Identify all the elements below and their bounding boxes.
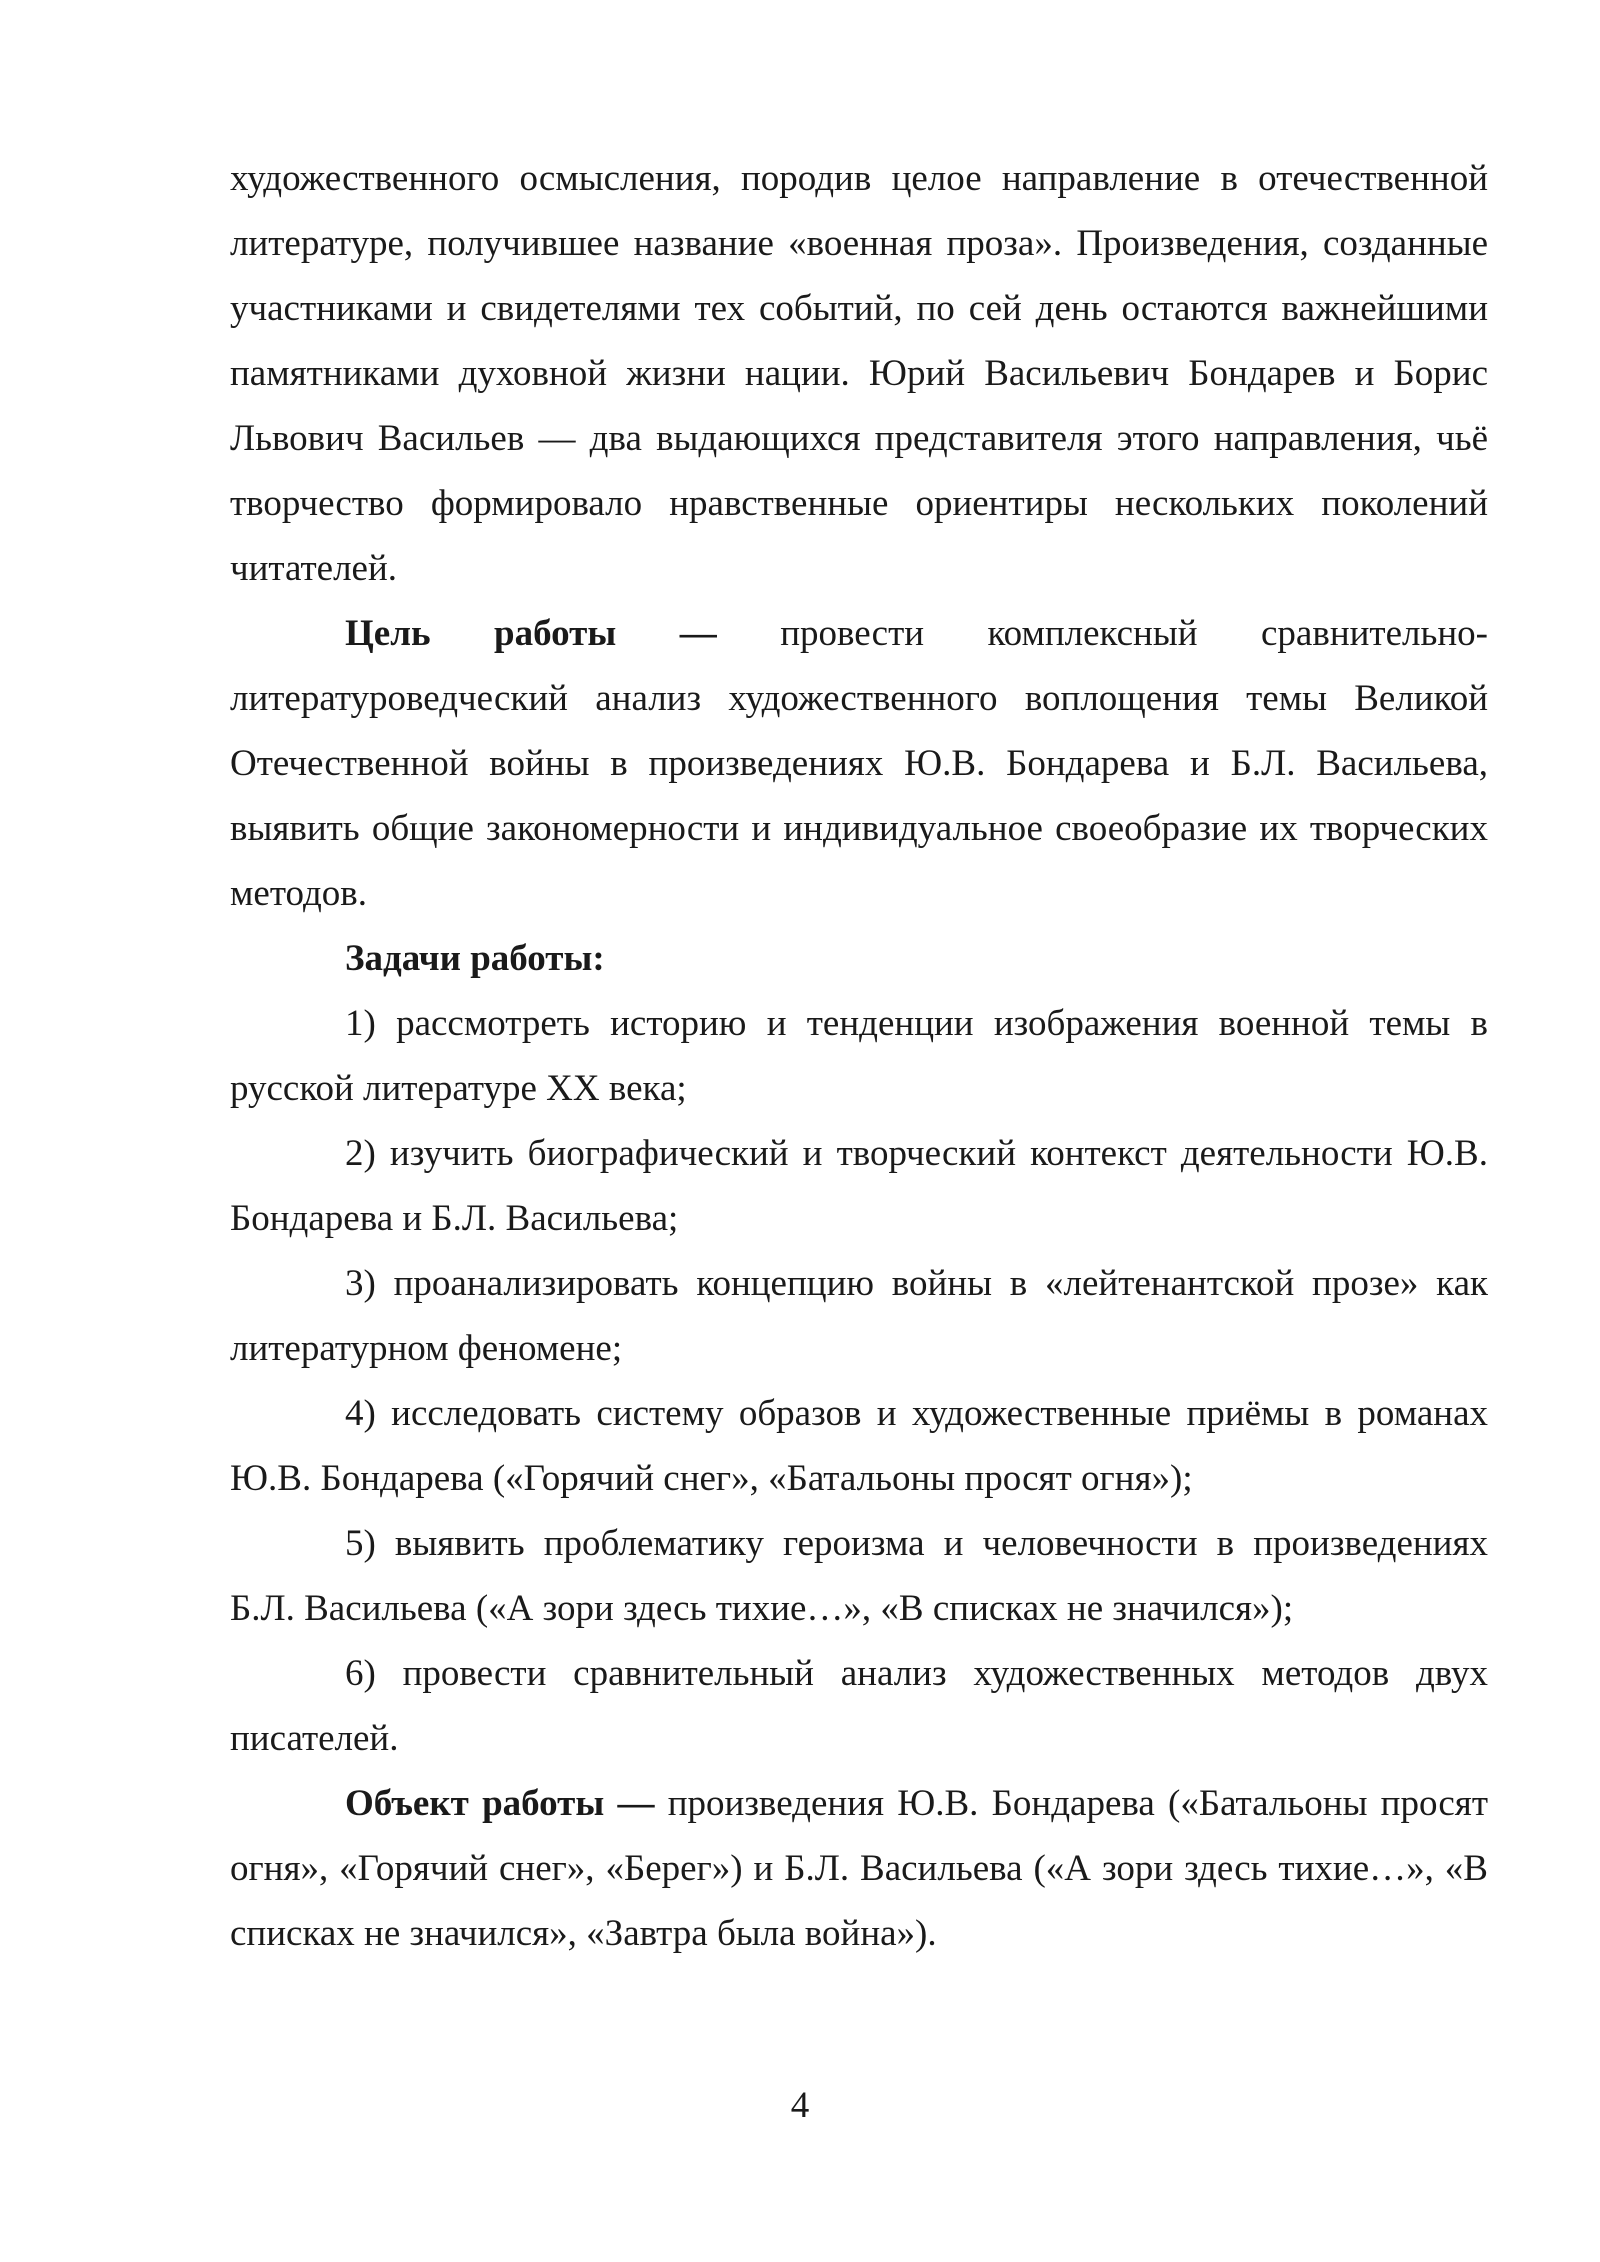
page-number: 4 bbox=[790, 2085, 810, 2126]
task-item-1: 1) рассмотреть историю и тенденции изображения военной темы в русской литературе XX века; bbox=[230, 1003, 1488, 1109]
goal-text: провести комплексный сравнительно-литературоведческий анализ художественного воплощения темы Великой Отечественной войны в произведениях Ю.В. Бондарева и Б.Л. Васильева, выявить общие закономерности и индивидуальное своеобразие их творческих методов. bbox=[230, 613, 1488, 914]
intro-paragraph: художественного осмысления, породив целое направление в отечественной литературе, получившее название «военная проза». Произведения, созданные участниками и свидетелями тех событий, по сей день остаются важнейшими памятниками духовной жизни нации. Юрий Васильевич Бондарев и Борис Львович Васильев — два выдающихся представителя этого направления, чьё творчество формировало нравственные ориентиры нескольких поколений читателей. bbox=[230, 158, 1488, 589]
goal-label: Цель работы — bbox=[345, 613, 717, 654]
object-text: произведения Ю.В. Бондарева («Батальоны просят огня», «Горячий снег», «Берег») и Б.Л. Васильева («А зори здесь тихие…», «В списках не значился», «Завтра была война»). bbox=[230, 1783, 1488, 1954]
object-label: Объект работы — bbox=[345, 1783, 655, 1824]
task-item-2: 2) изучить биографический и творческий контекст деятельности Ю.В. Бондарева и Б.Л. Васильева; bbox=[230, 1133, 1488, 1239]
task-item-4: 4) исследовать систему образов и художественные приёмы в романах Ю.В. Бондарева («Горячий снег», «Батальоны просят огня»); bbox=[230, 1393, 1488, 1499]
task-item-6: 6) провести сравнительный анализ художественных методов двух писателей. bbox=[230, 1653, 1488, 1759]
object-paragraph bbox=[230, 1771, 1488, 1966]
task-item-3: 3) проанализировать концепцию войны в «лейтенантской прозе» как литературном феномене; bbox=[230, 1263, 1488, 1369]
goal-paragraph bbox=[230, 601, 1488, 926]
document-page bbox=[230, 146, 1488, 1966]
tasks-heading: Задачи работы: bbox=[345, 938, 605, 979]
task-item-5: 5) выявить проблематику героизма и человечности в произведениях Б.Л. Васильева («А зори здесь тихие…», «В списках не значился»); bbox=[230, 1523, 1488, 1629]
